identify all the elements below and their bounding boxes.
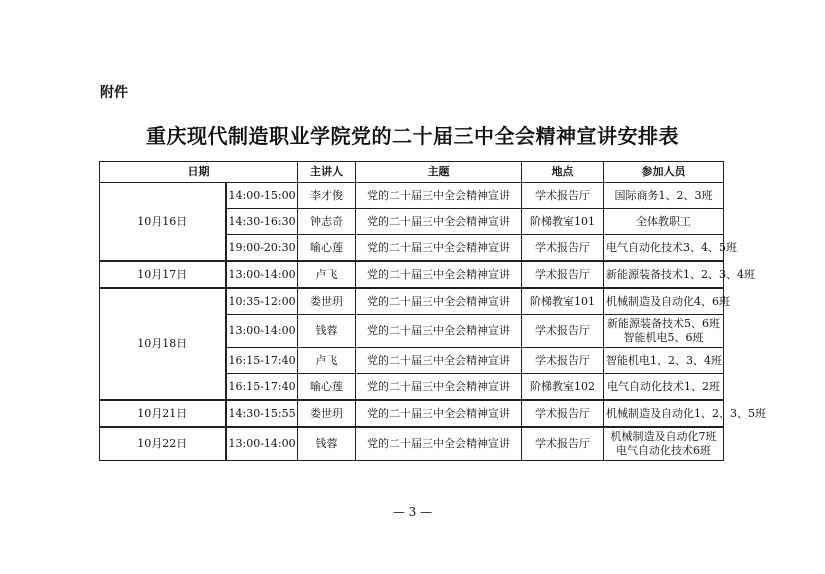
page-title: 重庆现代制造职业学院党的二十届三中全会精神宣讲安排表 [146,124,679,148]
topic-cell: 党的二十届三中全会精神宣讲 [356,374,522,401]
participants-cell [604,427,724,461]
header-date: 日期 [100,162,298,183]
topic-cell: 党的二十届三中全会精神宣讲 [356,400,522,427]
participant-line: 电气自动化技术1、2班 [607,379,720,393]
time-cell: 14:00-15:00 [226,183,298,209]
date-cell: 10月22日 [100,427,226,461]
topic-cell: 党的二十届三中全会精神宣讲 [356,209,522,235]
page-number: — 3 — [392,505,433,519]
table-header [100,162,724,183]
table-body [100,183,766,461]
time-cell: 13:00-14:00 [226,261,298,288]
header-participants: 参加人员 [604,162,724,183]
speaker-cell: 卢飞 [298,261,356,288]
topic-cell: 党的二十届三中全会精神宣讲 [356,348,522,374]
topic-cell: 党的二十届三中全会精神宣讲 [356,427,522,461]
speaker-cell: 娄世玥 [298,400,356,427]
location-cell: 学术报告厅 [522,261,604,288]
location-cell: 学术报告厅 [522,315,604,348]
participant-line: 全体教职工 [636,214,691,228]
time-cell: 16:15-17:40 [226,374,298,401]
participants-cell [604,261,755,288]
location-cell: 学术报告厅 [522,348,604,374]
time-cell: 13:00-14:00 [226,427,298,461]
participants-cell [604,315,724,348]
location-cell: 阶梯教室102 [522,374,604,401]
speaker-cell: 钱蓉 [298,427,356,461]
participant-line: 机械制造及自动化1、2、3、5班 [606,406,766,420]
date-cell: 10月17日 [100,261,226,288]
topic-cell: 党的二十届三中全会精神宣讲 [356,288,522,315]
participants-cell [604,235,737,262]
location-cell: 阶梯教室101 [522,209,604,235]
speaker-cell: 喻心莲 [298,374,356,401]
time-cell: 13:00-14:00 [226,315,298,348]
schedule-table [99,161,766,461]
time-cell: 14:30-15:55 [226,400,298,427]
location-cell: 学术报告厅 [522,183,604,209]
participant-line: 智能机电5、6班 [623,331,704,344]
participant-line: 机械制造及自动化7班 [610,430,717,443]
speaker-cell: 钟志奇 [298,209,356,235]
participants-cell [604,288,730,315]
time-cell: 16:15-17:40 [226,348,298,374]
date-cell: 10月18日 [100,288,226,400]
time-cell: 19:00-20:30 [226,235,298,262]
participants-cell [604,374,724,401]
speaker-cell: 钱蓉 [298,315,356,348]
topic-cell: 党的二十届三中全会精神宣讲 [356,183,522,209]
location-cell: 阶梯教室101 [522,288,604,315]
topic-cell: 党的二十届三中全会精神宣讲 [356,261,522,288]
header-topic: 主题 [356,162,522,183]
table-row [100,400,724,427]
date-cell: 10月21日 [100,400,226,427]
participants-cell [604,209,724,235]
date-cell: 10月16日 [100,183,226,262]
time-cell: 10:35-12:00 [226,288,298,315]
participant-line: 电气自动化技术6班 [616,444,711,457]
location-cell: 学术报告厅 [522,427,604,461]
location-cell: 学术报告厅 [522,400,604,427]
participant-line: 智能机电1、2、3、4班 [606,353,722,367]
speaker-cell: 卢飞 [298,348,356,374]
speaker-cell: 娄世玥 [298,288,356,315]
participants-cell [604,183,724,209]
participants-cell [604,400,766,427]
topic-cell: 党的二十届三中全会精神宣讲 [356,315,522,348]
location-cell: 学术报告厅 [522,235,604,262]
time-cell: 14:30-16:30 [226,209,298,235]
speaker-cell: 喻心莲 [298,235,356,262]
participants-cell [604,348,724,374]
participant-line: 电气自动化技术3、4、5班 [606,240,737,254]
topic-cell: 党的二十届三中全会精神宣讲 [356,235,522,262]
participant-line: 新能源装备技术5、6班 [607,317,720,330]
table-row [100,183,724,209]
table-row [100,288,724,315]
participant-line: 新能源装备技术1、2、3、4班 [606,267,755,281]
table-row [100,261,724,288]
speaker-cell: 李才俊 [298,183,356,209]
participant-line: 国际商务1、2、3班 [614,188,713,202]
attachment-label: 附件 [100,85,128,101]
header-speaker: 主讲人 [298,162,356,183]
header-location: 地点 [522,162,604,183]
participant-line: 机械制造及自动化4、6班 [606,294,730,308]
table-row [100,427,724,461]
